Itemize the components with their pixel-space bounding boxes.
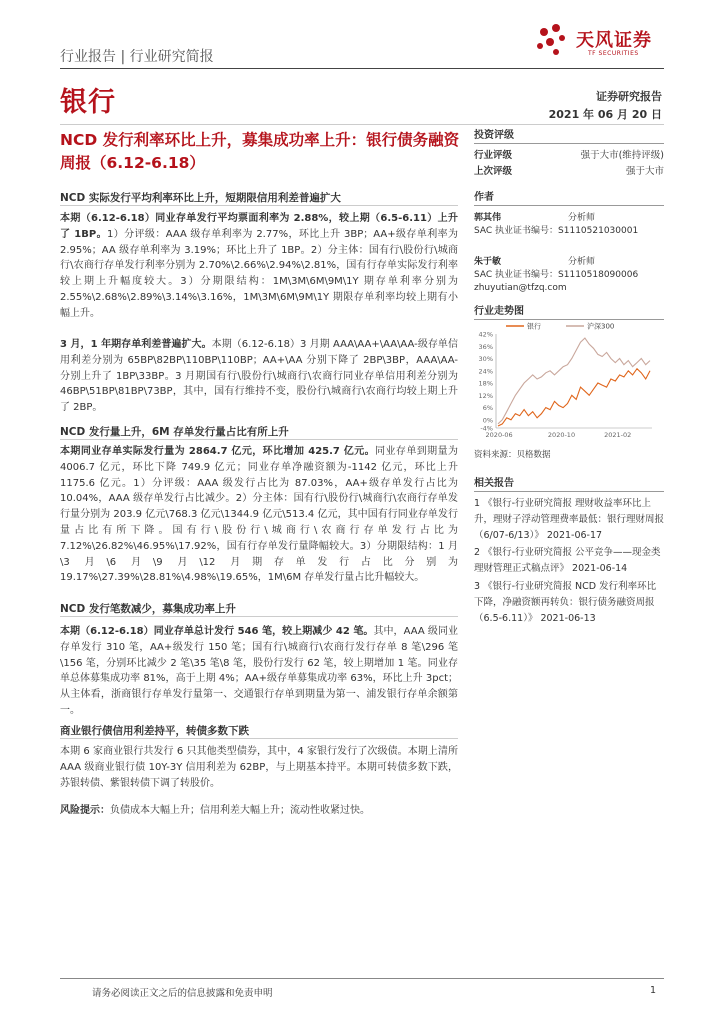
logo-english: TF SECURITIES [588,50,639,57]
author-entry [474,256,664,295]
y-tick-label: 6% [482,404,493,413]
industry-trend-chart [474,320,664,442]
section-rule [60,738,458,739]
section-heading: NCD 发行量上升，6M 存单发行量占比有所上升 [60,426,289,438]
paragraph-text: 本期（6.12-6.18）3 月期 AAA\AA+\AA\AA-级存单信用利差分别为 65BP\82BP\110BP\110BP；AA+\AA 分别下降了 2BP\3BP，AAA\AA-分别上升了 1BP\33BP。3 月期国有行\股份行\城商行\农商行同业存单信用利差分别为 46BP\51BP\81BP\73BP，其中，国有行维持不变，股份行\城商行\农商行均较上期上升了 2BP。 [60,339,458,414]
y-tick-label: 30% [478,355,493,364]
paragraph-lead: 本期（6.12-6.18）同业存单发行平均票面利率为 2.88%，较上期（6.5-6.11）上升了 1BP。 [60,213,458,240]
paragraph [60,444,458,586]
legend-label: 沪深300 [587,322,615,331]
risk-warning [60,803,458,819]
y-tick-label: -4% [480,424,493,433]
section-rule [60,439,458,440]
author-name: 朱于敏 [474,257,502,267]
x-tick-label: 2020-10 [547,431,576,439]
y-tick-label: 42% [478,330,493,339]
y-tick-label: 18% [478,379,493,388]
rating-label: 行业评级 [474,150,513,161]
report-date: 2021 年 06 月 20 日 [548,108,662,121]
rating-value: 强于大市(维持评级) [580,150,664,161]
report-category: 行业报告 | 行业研究简报 [60,49,214,65]
risk-label: 风险提示： [60,805,110,816]
related-report[interactable]: 1 《银行-行业研究简报 理财收益率环比上升，理财子浮动管理费率最低：银行理财周报（6/07-6/13）》 2021-06-17 [474,498,665,541]
header-rule [60,68,664,69]
prev-rating-label: 上次评级 [474,166,513,177]
rating-panel [474,124,664,177]
chart-source: 资料来源：贝格数据 [474,450,551,460]
section-rule [60,616,458,617]
author-cert: SAC 执业证书编号：S1110518090006 [474,270,639,280]
paragraph-text: 1）分评级：AAA 级存单利率为 2.77%，环比上升 3BP；AA+级存单利率为 2.95%；AA 级存单利率为 3.19%；环比上升了 1BP。2）分主体：国有行\股份行\城商行\农商行存单发行利率分别为 2.70%\2.66%\2.94%\2.81%，国有行存单实际发行利率较上期上升幅度较大。3）分期限结构：1M\3M\6M\9M\1Y 期存单利率分别为 2.55%\2.68%\2.89%\3.14%\3.16%，1M\3M\6M\9M\1Y 期限存单利率均较上期有小幅上升。 [60,228,459,319]
trend-heading: 行业走势图 [474,306,524,317]
paragraph-text: 同业存单到期量为 4006.7 亿元，环比下降 749.9 亿元；同业存单净融资额为-1142 亿元，环比上升 1175.6 亿元。1）分评级：AAA 级发行占比为 87.03%，AA+级存单发行占比为 10.04%，AAA 级存单发行占比减少。2）分主体：国有行\股份行\城商行\农商行存单发行量分别为 203.9 亿元\768.3 亿元\1344.9 亿元\513.4 亿元，其中国有行同业存单发行量占比有所下降。国有行\股份行\城商行\农商行存单发行占比为 7.12%\26.82%\46.95%\17.92%，国有行存单发行量降幅较大。3）分期限结构：1 月\3 月\6 月\9 月\12 月期存单发行占比分别为 19.17%\27.39%\28.81%\4.98%\19.65%，1M\6M 存单发行量占比升幅较大。 [60,446,458,584]
section-rule [60,205,458,206]
author-cert: SAC 执业证书编号：S1110521030001 [474,226,639,236]
paragraph [60,744,458,791]
y-tick-label: 12% [478,391,493,400]
y-tick-label: 0% [482,416,493,425]
author-role: 分析师 [568,213,596,223]
section-heading: 商业银行债信用利差持平，转债多数下跌 [60,725,249,737]
author-name: 郭其伟 [474,213,502,223]
risk-text: 负债成本大幅上升；信用利差大幅上升；流动性收紧过快。 [110,805,370,816]
related-heading: 相关报告 [474,478,514,489]
report-title: NCD 发行利率环比上升，募集成功率上升：银行债务融资周报（6.12-6.18） [60,131,460,172]
logo-name: 天风证券 [576,30,652,51]
section-heading: NCD 发行笔数减少，募集成功率上升 [60,603,236,615]
paragraph-text: 其中，AAA 级同业存单发行 310 笔，AA+级发行 150 笔；国有行\城商行\农商行发行存单 8 笔\296 笔\156 笔，分别环比减少 2 笔\35 笔\8 笔，股份行发行 62 笔，较上期增加 1 笔。同业存单总体募集成功率 81%，高于上期 4%；AA+级存单募集成功率 63%，环比上升 3pct；从主体看，浙商银行存单发行量第一、交通银行存单到期量为第一、浦发银行存单余额第一。 [60,626,458,716]
author-entry [474,212,664,238]
paragraph [60,624,458,719]
legend-label: 银行 [527,322,541,331]
rating-heading: 投资评级 [474,130,514,141]
trend-panel [474,302,664,320]
paragraph-text: 本期 6 家商业银行共发行 6 只其他类型债券，其中，4 家银行发行了次级债。本期上清所 AAA 级商业银行债 10Y-3Y 信用利差为 62BP，与上期基本持平。本期可转债多数下跌，苏银转债、紫银转债下调了转股价。 [60,746,458,789]
sidebar-rule [474,491,664,492]
series-line [498,369,650,426]
paragraph-lead: 本期（6.12-6.18）同业存单总计发行 546 笔，较上期减少 42 笔。 [60,626,374,637]
y-tick-label: 24% [478,367,493,376]
authors-heading: 作者 [474,192,494,203]
authors-panel [474,188,664,295]
paragraph [60,211,458,322]
author-role: 分析师 [568,257,596,267]
sidebar-rule [474,143,664,144]
related-panel [474,474,664,626]
footer-rule [60,978,664,979]
y-tick-label: 36% [478,342,493,351]
series-line [498,338,650,424]
footer-disclaimer: 请务必阅读正文之后的信息披露和免责申明 [92,988,273,999]
author-email[interactable]: zhuyutian@tfzq.com [474,283,567,293]
industry-title: 银行 [60,87,116,118]
report-type: 证券研究报告 [596,90,662,103]
logo-mark-icon [532,22,572,62]
x-tick-label: 2020-06 [485,431,513,439]
company-logo [532,22,667,62]
paragraph [60,337,458,416]
paragraph-lead: 3 月，1 年期存单利差普遍扩大。 [60,339,212,350]
prev-rating-value: 强于大市 [625,166,664,177]
paragraph-lead: 本期同业存单实际发行量为 2864.7 亿元，环比增加 425.7 亿元。 [60,446,376,457]
sidebar-rule [474,205,664,206]
related-report[interactable]: 3 《银行-行业研究简报 NCD 发行利率环比下降，净融资额再转负：银行债务融资周报（6.5-6.11）》 2021-06-13 [474,580,657,624]
related-report[interactable]: 2 《银行-行业研究简报 公平竞争——现金类理财管理正式稿点评》 2021-06-14 [474,547,661,575]
page-number: 1 [650,985,657,996]
section-heading: NCD 实际发行平均利率环比上升，短期限信用利差普遍扩大 [60,192,341,204]
x-tick-label: 2021-02 [604,431,632,439]
